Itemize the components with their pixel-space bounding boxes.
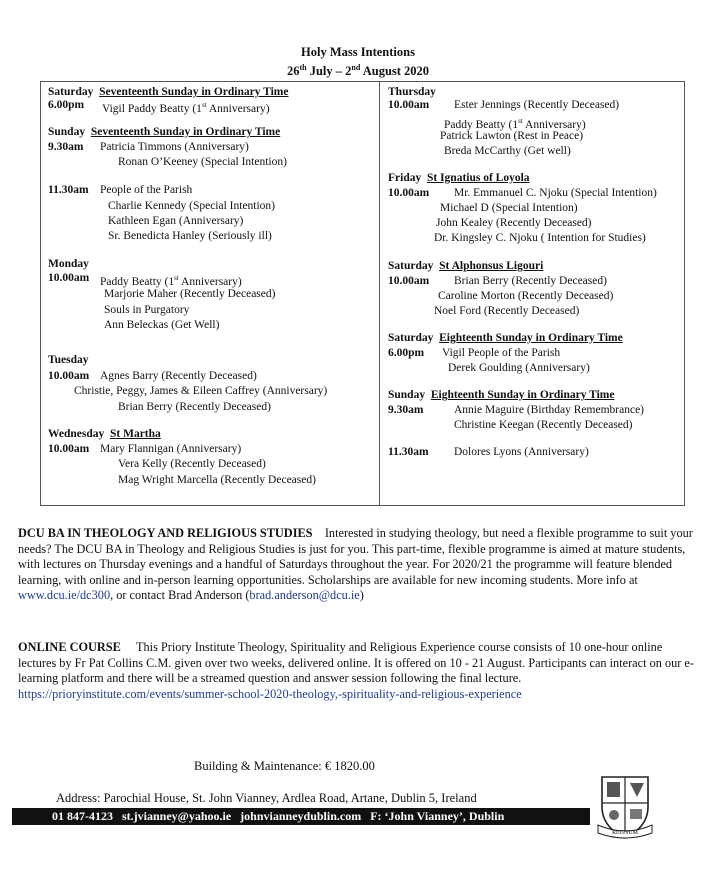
schedule-line — [48, 183, 193, 198]
intention-text: Mag Wright Marcella (Recently Deceased) — [118, 474, 316, 486]
intention-text: Sr. Benedicta Hanley (Seriously ill) — [108, 230, 272, 242]
schedule-line — [48, 98, 270, 115]
intention-text: Dolores Lyons (Anniversary) — [454, 446, 589, 458]
left-column — [48, 85, 376, 503]
intention-text: Derek Goulding (Anniversary) — [448, 362, 590, 374]
mass-time: 11.30am — [388, 446, 429, 458]
schedule-line — [388, 171, 530, 186]
day-label: Monday — [48, 258, 89, 270]
feast-label: Seventeenth Sunday in Ordinary Time — [99, 86, 289, 98]
schedule-line — [388, 388, 614, 403]
intention-text: Souls in Purgatory — [104, 304, 190, 316]
page-title: Holy Mass Intentions — [301, 45, 415, 59]
address: Address: Parochial House, St. John Vianney, Ardlea Road, Artane, Dublin 5, Ireland — [56, 791, 477, 805]
intention-text: Ronan O’Keeney (Special Intention) — [118, 156, 287, 168]
schedule-line — [48, 271, 242, 288]
intention-text: Kathleen Egan (Anniversary) — [108, 215, 244, 227]
feast-label: St Ignatius of Loyola — [426, 172, 530, 184]
schedule-line — [48, 125, 280, 140]
dcu-heading: DCU BA IN THEOLOGY AND RELIGIOUS STUDIES — [18, 526, 313, 540]
online-heading: ONLINE COURSE — [18, 640, 121, 654]
mass-time: 10.00am — [388, 275, 430, 287]
schedule-line — [388, 259, 543, 274]
mass-time: 9.30am — [388, 404, 424, 416]
mass-time: 10.00am — [388, 99, 430, 111]
schedule-line — [388, 98, 620, 113]
date-range: 26th July – 2nd August 2020 — [286, 63, 430, 79]
mass-time: 6.00pm — [388, 347, 425, 359]
online-body: This Priory Institute Theology, Spirituality and Religious Experience course consists of 10 one-hour online lectures by Fr Pat Collins C.M. given over two weeks, delivered online. It is offered on 10 - 21 August. Participants can interact on our e-learning platform and there will be a streamed question and answer session following the final lecture. — [18, 640, 694, 686]
feast-label: Eighteenth Sunday in Ordinary Time — [439, 332, 623, 344]
intention-text: Agnes Barry (Recently Deceased) — [100, 370, 257, 382]
facebook: F: ‘John Vianney’, Dublin — [370, 809, 505, 823]
schedule-line — [48, 353, 89, 368]
intention-text: Vigil Paddy Beatty (1st Anniversary) — [102, 101, 270, 115]
intention-text: Mr. Emmanuel C. Njoku (Special Intention) — [454, 187, 657, 199]
online-course-notice — [18, 640, 694, 702]
schedule-line — [48, 140, 249, 155]
schedule-line — [388, 331, 623, 346]
dcu-link[interactable]: www.dcu.ie/dc300 — [18, 588, 111, 603]
dcu-notice: DCU BA IN THEOLOGY AND RELIGIOUS STUDIES Interested in studying theology, but need a flexible programme to suit your needs? The DCU BA in Theology and Religious Studies is just for you. This part-time, flexible programme is aimed at mature students, with lectures on Thursday evenings and a handful of Saturdays throughout the year. For 2020/21 the programme will feature blended learning, with online and in-person learning opportunities. Scholarships are available for new incoming students. More info at www.dcu.ie/dc300, or contact Brad Anderson (brad.anderson@dcu.ie) — [18, 526, 693, 603]
mass-time: 6.00pm — [48, 99, 85, 111]
feast-label: Seventeenth Sunday in Ordinary Time — [90, 126, 281, 138]
column-divider — [379, 81, 380, 506]
intention-text: Michael D (Special Intention) — [440, 202, 578, 214]
schedule-line — [48, 442, 242, 457]
intention-text: Caroline Morton (Recently Deceased) — [438, 290, 614, 302]
day-label: Sunday — [388, 389, 426, 401]
intention-text: Breda McCarthy (Get well) — [444, 145, 571, 157]
online-link[interactable]: https://prioryinstitute.com/events/summer-school-2020-theology,-spirituality-and-religious-experience — [18, 686, 522, 701]
day-label: Wednesday — [48, 428, 105, 440]
parish-crest-icon — [596, 773, 654, 841]
day-label: Saturday — [388, 260, 434, 272]
intention-text: Christie, Peggy, James & Eileen Caffrey (Anniversary) — [74, 385, 328, 397]
intention-text: Brian Berry (Recently Deceased) — [118, 401, 271, 413]
email-link[interactable]: st.jvianney@yahoo.ie — [122, 809, 232, 823]
intention-text: Vera Kelly (Recently Deceased) — [118, 458, 266, 470]
mass-time: 10.00am — [388, 187, 430, 199]
day-label: Friday — [388, 172, 422, 184]
right-column — [388, 85, 684, 503]
contact-bar — [12, 808, 590, 825]
mass-time: 9.30am — [48, 141, 84, 153]
feast-label: St Martha — [110, 428, 161, 440]
schedule-line — [388, 403, 645, 418]
feast-label: Eighteenth Sunday in Ordinary Time — [430, 389, 615, 401]
day-label: Thursday — [388, 86, 436, 98]
intention-text: Ester Jennings (Recently Deceased) — [454, 99, 620, 111]
day-label: Tuesday — [48, 354, 89, 366]
dcu-body: Interested in studying theology, but need a flexible programme to suit your needs? The DCU BA in Theology and Religious Studies is just for you. This part-time, flexible programme is aimed at mature students, with lectures on Thursday evenings and a handful of Saturdays throughout the year. For 2020/21 the programme will feature blended learning, with online and in-person learning opportunities. Scholarships are available for new incoming students. More info at — [18, 526, 693, 587]
phone: 01 847-4123 — [52, 809, 113, 823]
intention-text: Patricia Timmons (Anniversary) — [100, 141, 249, 153]
schedule-line — [48, 257, 89, 272]
crest-banner-text: REGNUM — [611, 830, 639, 836]
intention-text: Paddy Beatty (1st Anniversary) — [100, 274, 242, 288]
intention-text: Mary Flannigan (Anniversary) — [100, 443, 242, 455]
day-label: Sunday — [48, 126, 86, 138]
intention-text: Dr. Kingsley C. Njoku ( Intention for Studies) — [434, 232, 646, 244]
schedule-line — [388, 274, 607, 289]
schedule-line — [48, 427, 161, 442]
mass-time: 10.00am — [48, 443, 90, 455]
intention-text: Vigil People of the Parish — [442, 347, 561, 359]
intention-text: Paddy Beatty (1st Anniversary) — [444, 117, 586, 131]
schedule-line — [388, 186, 657, 201]
building-maintenance: Building & Maintenance: € 1820.00 — [194, 759, 375, 773]
intention-text: Noel Ford (Recently Deceased) — [434, 305, 580, 317]
schedule-line — [48, 369, 257, 384]
intention-text: Patrick Lawton (Rest in Peace) — [440, 130, 584, 142]
day-label: Saturday — [48, 86, 94, 98]
intention-text: Annie Maguire (Birthday Remembrance) — [454, 404, 645, 416]
schedule-line — [388, 346, 561, 361]
day-label: Saturday — [388, 332, 434, 344]
intention-text: People of the Parish — [100, 184, 193, 196]
intention-text: Ann Beleckas (Get Well) — [104, 319, 220, 331]
intention-text: Brian Berry (Recently Deceased) — [454, 275, 607, 287]
mass-time: 10.00am — [48, 272, 90, 284]
intention-text: John Kealey (Recently Deceased) — [436, 217, 592, 229]
feast-label: St Alphonsus Ligouri — [439, 260, 544, 272]
schedule-line — [388, 445, 589, 460]
website-link[interactable]: johnvianneydublin.com — [240, 809, 362, 823]
mass-time: 10.00am — [48, 370, 90, 382]
intention-text: Marjorie Maher (Recently Deceased) — [104, 288, 276, 300]
dcu-email-link[interactable]: brad.anderson@dcu.ie — [249, 588, 360, 603]
mass-time: 11.30am — [48, 184, 89, 196]
intention-text: Christine Keegan (Recently Deceased) — [454, 419, 633, 431]
intention-text: Charlie Kennedy (Special Intention) — [108, 200, 276, 212]
